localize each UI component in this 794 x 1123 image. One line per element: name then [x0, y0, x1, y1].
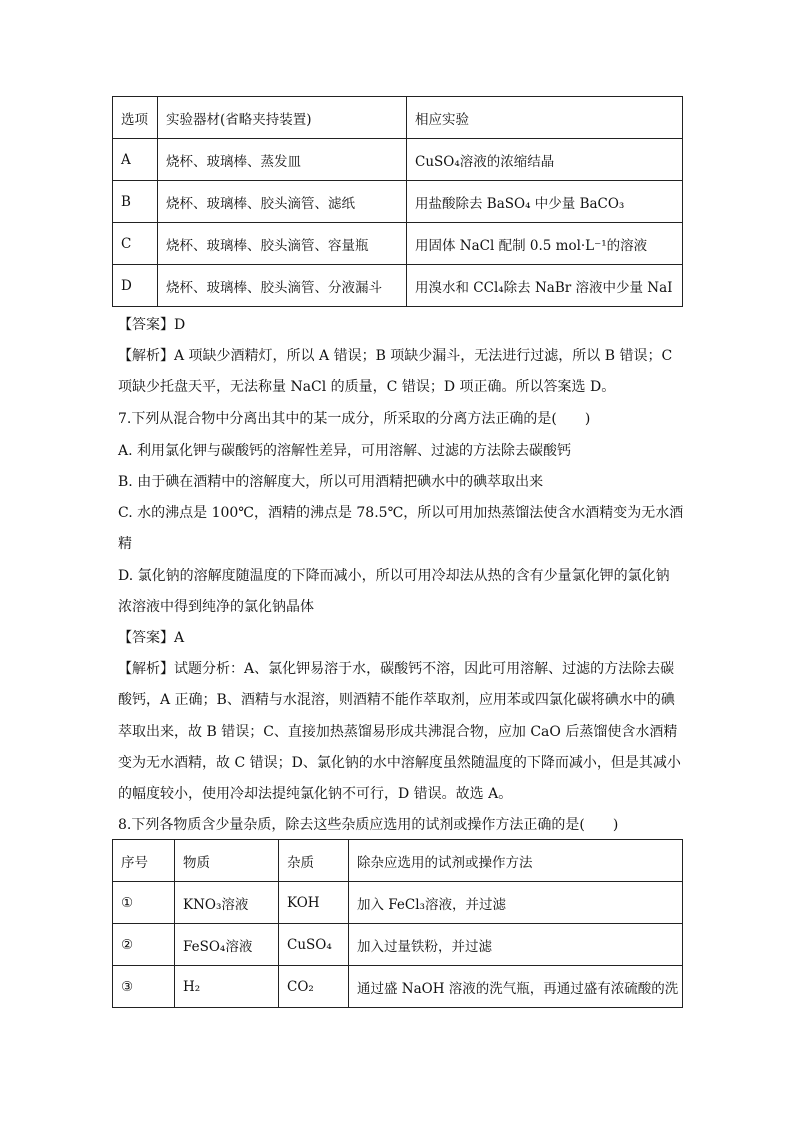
table-header-cell: 序号 — [113, 840, 175, 882]
table-cell: 烧杯、玻璃棒、胶头滴管、滤纸 — [158, 181, 407, 223]
table-row — [113, 139, 683, 181]
table-cell: CO₂ — [279, 966, 349, 1008]
table-row — [113, 181, 683, 223]
impurity-table — [112, 839, 683, 1008]
q7-analysis-line: 变为无水酒精，故 C 错误；D、氯化钠的水中溶解度虽然随温度的下降而减小，但是其减小 — [118, 755, 681, 771]
table-cell: KOH — [279, 882, 349, 924]
q7-analysis-line: 酸钙，A 正确；B、酒精与水混溶，则酒精不能作萃取剂，应用苯或四氯化碳将碘水中的碘 — [118, 692, 675, 708]
table-cell: ③ — [113, 966, 175, 1008]
table-cell: 烧杯、玻璃棒、胶头滴管、容量瓶 — [158, 223, 407, 265]
q6-analysis-line: 项缺少托盘天平，无法称量 NaCl 的质量，C 错误；D 项正确。所以答案选 D。 — [118, 379, 616, 395]
q6-analysis-line: 【解析】A 项缺少酒精灯，所以 A 错误；B 项缺少漏斗，无法进行过滤，所以 B 错误；C — [118, 348, 673, 364]
table-cell: 加入 FeCl₃溶液，并过滤 — [349, 882, 683, 924]
table-header-row — [113, 97, 683, 139]
q7-option-d-cont: 浓溶液中得到纯净的氯化钠晶体 — [118, 599, 314, 615]
table-row — [113, 924, 683, 966]
table-row — [113, 223, 683, 265]
table-header-row — [113, 840, 683, 882]
table-cell: ② — [113, 924, 175, 966]
table-cell: FeSO₄溶液 — [175, 924, 279, 966]
q7-option-b: B. 由于碘在酒精中的溶解度大，所以可用酒精把碘水中的碘萃取出来 — [118, 474, 544, 490]
table-cell: C — [113, 223, 158, 265]
table-cell: CuSO₄ — [279, 924, 349, 966]
equipment-table — [112, 96, 683, 307]
q8-stem: 8.下列各物质含少量杂质，除去这些杂质应选用的试剂或操作方法正确的是( ) — [118, 817, 619, 833]
table-header-cell: 除杂应选用的试剂或操作方法 — [349, 840, 683, 882]
q7-option-c: C. 水的沸点是 100℃，酒精的沸点是 78.5℃，所以可用加热蒸馏法使含水酒精变为无水酒 — [118, 505, 684, 521]
table-header-cell: 选项 — [113, 97, 158, 139]
table-cell: 用固体 NaCl 配制 0.5 mol·L⁻¹的溶液 — [407, 223, 683, 265]
table-cell: 用溴水和 CCl₄除去 NaBr 溶液中少量 NaI — [407, 265, 683, 307]
q7-answer: 【答案】A — [118, 630, 185, 646]
table-cell: 烧杯、玻璃棒、胶头滴管、分液漏斗 — [158, 265, 407, 307]
table-header-cell: 相应实验 — [407, 97, 683, 139]
table-cell: 通过盛 NaOH 溶液的洗气瓶，再通过盛有浓硫酸的洗 — [349, 966, 683, 1008]
table-cell: A — [113, 139, 158, 181]
q6-answer: 【答案】D — [118, 317, 186, 333]
table-row — [113, 265, 683, 307]
table-cell: D — [113, 265, 158, 307]
table-cell: CuSO₄溶液的浓缩结晶 — [407, 139, 683, 181]
q7-analysis-line: 【解析】试题分析：A、氯化钾易溶于水，碳酸钙不溶，因此可用溶解、过滤的方法除去碳 — [118, 661, 675, 677]
table-cell: B — [113, 181, 158, 223]
table-row — [113, 966, 683, 1008]
table-header-cell: 杂质 — [279, 840, 349, 882]
q7-analysis-line: 的幅度较小，使用冷却法提纯氯化钠不可行，D 错误。故选 A。 — [118, 786, 513, 802]
table-header-cell: 实验器材(省略夹持装置) — [158, 97, 407, 139]
table-row — [113, 882, 683, 924]
q7-option-a: A. 利用氯化钾与碳酸钙的溶解性差异，可用溶解、过滤的方法除去碳酸钙 — [118, 443, 572, 459]
q7-option-d: D. 氯化钠的溶解度随温度的下降而减小，所以可用冷却法从热的含有少量氯化钾的氯化钠 — [118, 568, 670, 584]
table-cell: 加入过量铁粉，并过滤 — [349, 924, 683, 966]
q7-option-c-cont: 精 — [118, 536, 132, 552]
q7-analysis-line: 萃取出来，故 B 错误；C、直接加热蒸馏易形成共沸混合物，应加 CaO 后蒸馏使含水酒精 — [118, 724, 678, 740]
table-cell: H₂ — [175, 966, 279, 1008]
table-cell: 用盐酸除去 BaSO₄ 中少量 BaCO₃ — [407, 181, 683, 223]
table-cell: KNO₃溶液 — [175, 882, 279, 924]
table-cell: 烧杯、玻璃棒、蒸发皿 — [158, 139, 407, 181]
table-header-cell: 物质 — [175, 840, 279, 882]
q7-stem: 7.下列从混合物中分离出其中的某一成分，所采取的分离方法正确的是( ) — [118, 411, 591, 427]
table-cell: ① — [113, 882, 175, 924]
